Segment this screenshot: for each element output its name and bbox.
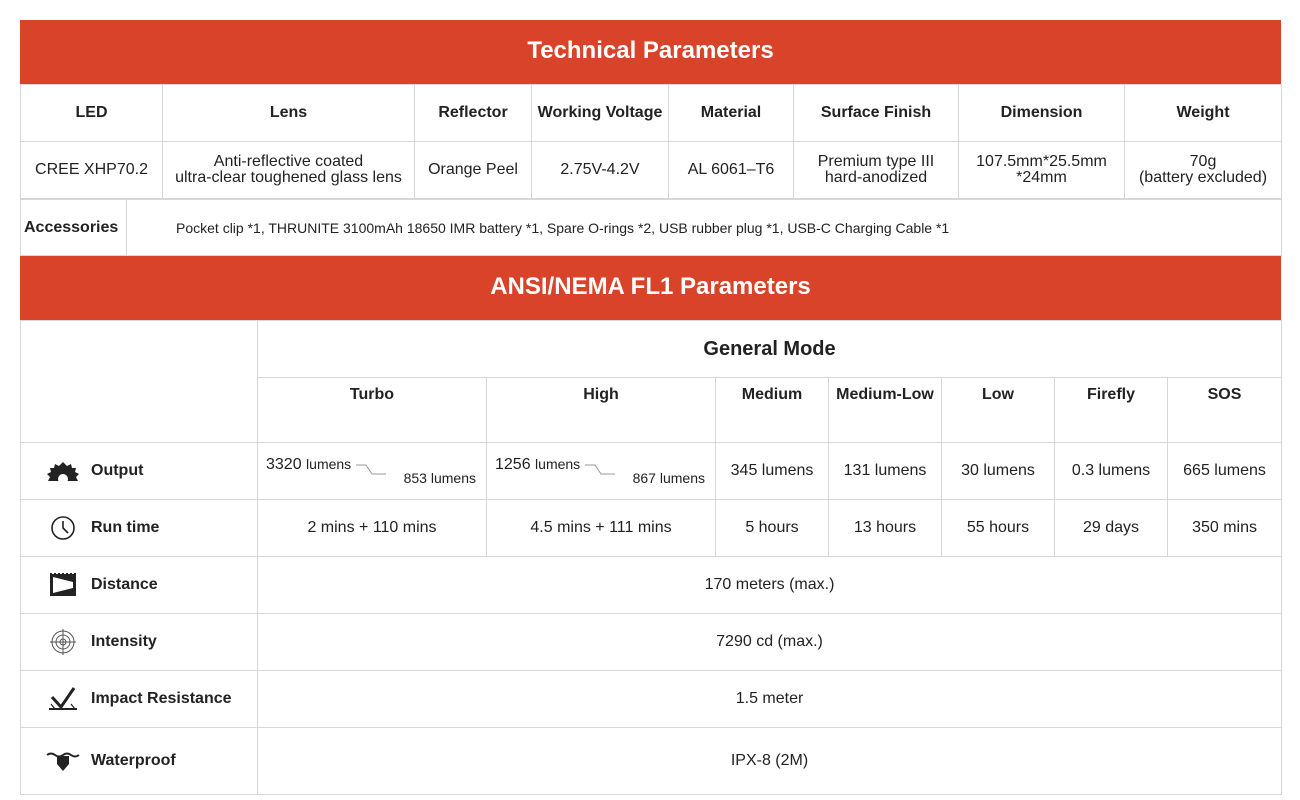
runtime-high: 4.5 mins + 111 mins xyxy=(487,500,716,557)
output-high-value: 1256 xyxy=(495,455,531,473)
mode-medium-low: Medium-Low xyxy=(829,378,942,443)
intensity-value: 7290 cd (max.) xyxy=(258,614,1282,671)
beam-distance-icon xyxy=(46,571,80,599)
accessories-label: Accessories xyxy=(21,200,127,256)
output-turbo-sub: 853 lumens xyxy=(403,469,476,486)
spec-sheet xyxy=(20,20,1281,795)
header-weight: Weight xyxy=(1125,85,1282,142)
output-firefly: 0.3 lumens xyxy=(1055,443,1168,500)
mode-sos: SOS xyxy=(1168,378,1282,443)
runtime-row xyxy=(21,500,1282,557)
impact-row xyxy=(21,671,1282,728)
impact-label-cell xyxy=(21,671,258,728)
waterproof-label-cell xyxy=(21,728,258,795)
blank-corner-cell xyxy=(21,321,258,443)
technical-parameters-title: Technical Parameters xyxy=(20,20,1281,84)
output-label: Output xyxy=(91,462,144,480)
general-mode-row xyxy=(21,321,1282,378)
value-lens-line1: Anti-reflective coated xyxy=(213,153,364,170)
runtime-medium: 5 hours xyxy=(716,500,829,557)
accessories-table xyxy=(20,199,1282,256)
value-voltage-text: 2.75V-4.2V xyxy=(560,161,640,178)
value-dimension xyxy=(959,142,1125,199)
mode-high: High xyxy=(487,378,716,443)
value-material xyxy=(669,142,794,199)
header-lens: Lens xyxy=(163,85,415,142)
impact-value: 1.5 meter xyxy=(258,671,1282,728)
value-working-voltage xyxy=(532,142,669,199)
drop-impact-icon xyxy=(46,685,80,713)
accessories-list: Pocket clip *1, THRUNITE 3100mAh 18650 IMR battery *1, Spare O-rings *2, USB rubber plug *1, USB-C Charging Cable *1 xyxy=(127,200,1282,256)
value-dimension-line2: *24mm xyxy=(1016,169,1067,186)
distance-label-cell xyxy=(21,557,258,614)
impact-label: Impact Resistance xyxy=(91,690,232,708)
value-material-text: AL 6061–T6 xyxy=(687,161,775,178)
runtime-label-cell xyxy=(21,500,258,557)
gear-icon xyxy=(46,457,80,485)
output-high-sub: 867 lumens xyxy=(632,469,705,486)
output-medium: 345 lumens xyxy=(716,443,829,500)
output-turbo-unit: lumens xyxy=(306,455,352,472)
header-dimension: Dimension xyxy=(959,85,1125,142)
output-turbo xyxy=(258,443,487,500)
value-weight-line2: (battery excluded) xyxy=(1138,169,1268,186)
runtime-firefly: 29 days xyxy=(1055,500,1168,557)
value-reflector-text: Orange Peel xyxy=(428,161,518,178)
clock-icon xyxy=(46,514,80,542)
spec-header-row xyxy=(21,85,1282,142)
general-mode-heading: General Mode xyxy=(258,321,1282,378)
accessories-row xyxy=(21,200,1282,256)
distance-row xyxy=(21,557,1282,614)
distance-label: Distance xyxy=(91,576,158,594)
header-working-voltage: Working Voltage xyxy=(532,85,669,142)
value-dimension-line1: 107.5mm*25.5mm xyxy=(976,153,1107,170)
step-down-connector xyxy=(356,464,386,478)
value-lens xyxy=(163,142,415,199)
ansi-parameters-table xyxy=(20,320,1282,795)
step-down-connector xyxy=(585,464,615,478)
target-icon xyxy=(46,628,80,656)
runtime-medium-low: 13 hours xyxy=(829,500,942,557)
intensity-label-cell xyxy=(21,614,258,671)
output-turbo-value: 3320 xyxy=(266,455,302,473)
header-surface-finish: Surface Finish xyxy=(794,85,959,142)
output-sos: 665 lumens xyxy=(1168,443,1282,500)
mode-firefly: Firefly xyxy=(1055,378,1168,443)
waterproof-icon xyxy=(46,747,80,775)
mode-turbo: Turbo xyxy=(258,378,487,443)
intensity-row xyxy=(21,614,1282,671)
output-label-cell xyxy=(21,443,258,500)
intensity-label: Intensity xyxy=(91,633,157,651)
header-led: LED xyxy=(21,85,163,142)
output-row xyxy=(21,443,1282,500)
mode-low: Low xyxy=(942,378,1055,443)
spec-values-row xyxy=(21,142,1282,199)
distance-value: 170 meters (max.) xyxy=(258,557,1282,614)
value-finish-line2: hard-anodized xyxy=(824,169,928,186)
output-medium-low: 131 lumens xyxy=(829,443,942,500)
waterproof-label: Waterproof xyxy=(91,752,176,770)
value-finish-line1: Premium type III xyxy=(817,153,935,170)
header-reflector: Reflector xyxy=(415,85,532,142)
value-weight xyxy=(1125,142,1282,199)
output-high-main xyxy=(495,456,580,474)
output-high-unit: lumens xyxy=(535,455,581,472)
value-reflector xyxy=(415,142,532,199)
runtime-label: Run time xyxy=(91,519,160,537)
value-weight-line1: 70g xyxy=(1189,153,1217,170)
value-lens-line2: ultra-clear toughened glass lens xyxy=(175,169,402,186)
header-material: Material xyxy=(669,85,794,142)
output-turbo-main xyxy=(266,456,351,474)
value-led xyxy=(21,142,163,199)
mode-medium: Medium xyxy=(716,378,829,443)
runtime-turbo: 2 mins + 110 mins xyxy=(258,500,487,557)
value-surface-finish xyxy=(794,142,959,199)
ansi-parameters-title: ANSI/NEMA FL1 Parameters xyxy=(20,256,1281,320)
waterproof-value: IPX-8 (2M) xyxy=(258,728,1282,795)
waterproof-row xyxy=(21,728,1282,795)
runtime-sos: 350 mins xyxy=(1168,500,1282,557)
output-low: 30 lumens xyxy=(942,443,1055,500)
technical-parameters-table xyxy=(20,84,1282,199)
output-high xyxy=(487,443,716,500)
value-led-text: CREE XHP70.2 xyxy=(35,161,148,178)
runtime-low: 55 hours xyxy=(942,500,1055,557)
